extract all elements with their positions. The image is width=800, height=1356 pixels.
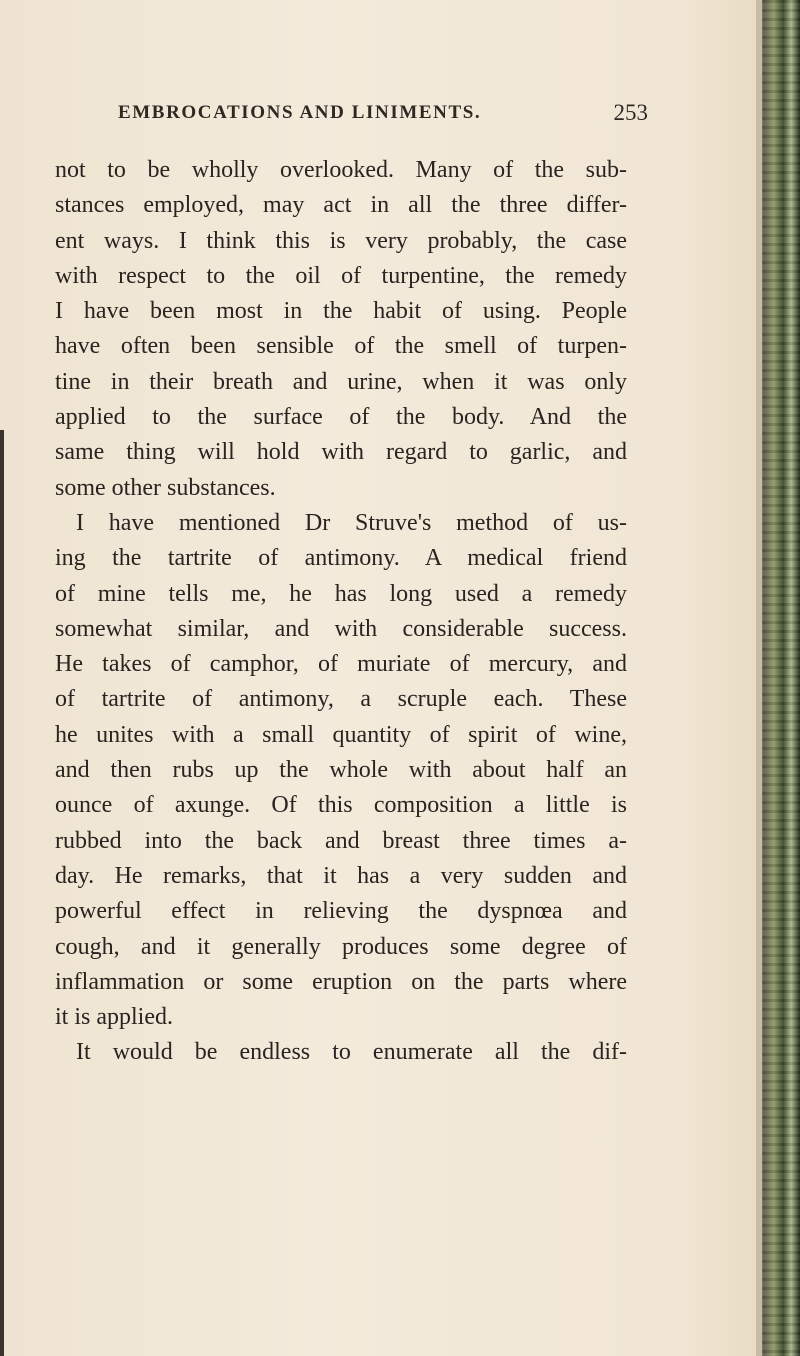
text-line: some other substances. — [55, 474, 276, 501]
text-line: I have been most in the habit of using. People — [55, 298, 627, 325]
text-line: rubbed into the back and breast three times a- — [55, 827, 627, 854]
text-line: of mine tells me, he has long used a remedy — [55, 580, 627, 607]
text-line: not to be wholly overlooked. Many of the sub- — [55, 157, 627, 183]
text-line: day. He remarks, that it has a very sudden and — [55, 862, 627, 889]
text-line: applied to the surface of the body. And the — [55, 404, 627, 431]
text-line: ounce of axunge. Of this composition a little is — [55, 792, 627, 819]
body-text — [55, 153, 627, 1071]
text-line: it is applied. — [55, 1004, 173, 1031]
page-left-edge — [0, 430, 4, 1356]
book-binding — [756, 0, 800, 1356]
text-line: powerful effect in relieving the dyspnœa and — [55, 898, 627, 925]
text-line: with respect to the oil of turpentine, the remedy — [55, 262, 627, 289]
text-line: inflammation or some eruption on the parts where — [55, 968, 627, 995]
text-line: ing the tartrite of antimony. A medical friend — [55, 545, 627, 572]
page-number: 253 — [613, 100, 648, 125]
text-line: stances employed, may act in all the three differ- — [55, 192, 627, 219]
text-line: somewhat similar, and with considerable success. — [55, 615, 627, 642]
gutter-shadow — [756, 0, 762, 1356]
text-line: I have mentioned Dr Struve's method of us- — [76, 509, 627, 536]
text-line: same thing will hold with regard to garlic, and — [55, 439, 627, 466]
text-line: and then rubs up the whole with about half an — [55, 757, 627, 784]
text-line: It would be endless to enumerate all the dif- — [76, 1039, 627, 1066]
text-line: he unites with a small quantity of spirit of wine, — [55, 721, 627, 748]
text-line: of tartrite of antimony, a scruple each. These — [55, 686, 627, 713]
text-line: He takes of camphor, of muriate of mercury, and — [55, 651, 627, 678]
text-line: cough, and it generally produces some degree of — [55, 933, 627, 960]
text-line: ent ways. I think this is very probably, the case — [55, 227, 627, 254]
text-line: tine in their breath and urine, when it was only — [55, 368, 627, 395]
page-header — [118, 102, 648, 142]
running-head: EMBROCATIONS AND LINIMENTS. — [118, 102, 482, 123]
text-line: have often been sensible of the smell of turpen- — [55, 333, 627, 360]
